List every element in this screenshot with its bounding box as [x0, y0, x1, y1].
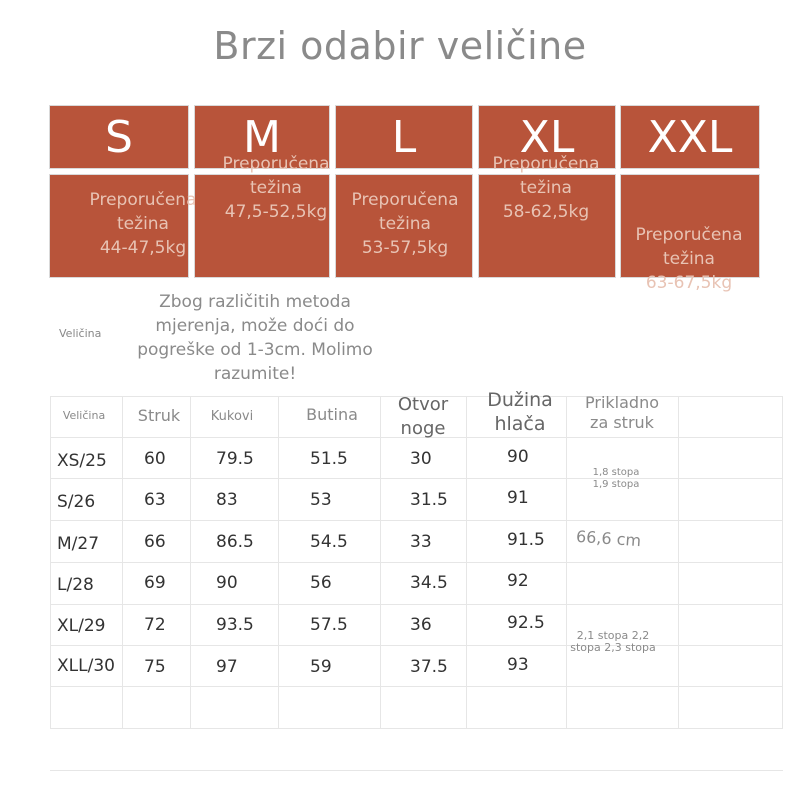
- weight-line: 44-47,5kg: [99, 238, 187, 258]
- grid-line: [50, 645, 783, 646]
- header-duzina-hlaca: [480, 388, 560, 436]
- size-label: S: [105, 111, 133, 163]
- weight-line: Preporučena: [351, 190, 459, 210]
- cell-struk: 63: [144, 490, 166, 510]
- cell-duzina: 92.5: [507, 613, 545, 633]
- grid-line: [466, 396, 467, 728]
- header-line: Otvor: [397, 394, 449, 415]
- header-butina: Butina: [306, 405, 358, 424]
- size-label: XL: [519, 111, 575, 163]
- cell-otvor: 31.5: [410, 490, 448, 510]
- size-label-small: Veličina: [59, 327, 102, 340]
- grid-line: [50, 686, 783, 687]
- note-line: 1,9 stopa: [592, 479, 640, 490]
- cell-butina: 59: [310, 657, 332, 677]
- size-label: XXL: [647, 111, 733, 163]
- header-kukovi: Kukovi: [210, 409, 254, 424]
- cell-size: L/28: [57, 575, 94, 595]
- weight-line: Preporučena: [492, 154, 600, 174]
- header-prikladno: [574, 393, 670, 433]
- grid-line: [50, 520, 783, 521]
- grid-line: [50, 562, 783, 563]
- header-line: hlača: [494, 413, 546, 435]
- header-line: noge: [400, 418, 446, 439]
- note-line: stopa 2,3 stopa: [570, 641, 656, 654]
- measurement-note: Zbog različitih metoda mjerenja, može doći do pogreške od 1-3cm. Molimo razumite!: [137, 292, 373, 384]
- cell-kukovi: 93.5: [216, 615, 254, 635]
- waist-note-a: [580, 467, 652, 491]
- cell-otvor: 34.5: [410, 573, 448, 593]
- cell-kukovi: 90: [216, 573, 238, 593]
- cell-butina: 54.5: [310, 532, 348, 552]
- cell-size: XL/29: [57, 616, 106, 636]
- size-label: L: [391, 111, 417, 163]
- header-otvor-noge: [384, 393, 462, 441]
- weight-line: 63-67,5kg: [645, 273, 733, 293]
- header-struk: Struk: [137, 406, 181, 425]
- waist-note-b: [563, 630, 663, 654]
- weight-text-l: [335, 188, 475, 260]
- weight-line: težina: [117, 214, 169, 234]
- cell-otvor: 30: [410, 449, 432, 469]
- cell-struk: 66: [144, 532, 166, 552]
- weight-text-s: [73, 188, 213, 260]
- cell-butina: 51.5: [310, 449, 348, 469]
- page-title: Brzi odabir veličine: [213, 24, 587, 68]
- cell-size: XS/25: [57, 451, 107, 471]
- grid-line: [380, 396, 381, 728]
- cell-kukovi: 86.5: [216, 532, 254, 552]
- weight-line: težina: [663, 249, 715, 269]
- cell-duzina: 91.5: [507, 530, 545, 550]
- weight-line: Preporučena: [635, 225, 743, 245]
- cell-butina: 57.5: [310, 615, 348, 635]
- cell-struk: 75: [144, 657, 166, 677]
- weight-line: težina: [250, 178, 302, 198]
- note-line: 1,8 stopa: [592, 467, 640, 478]
- size-box-s: [49, 105, 189, 169]
- header-line: Dužina: [487, 389, 553, 411]
- waist-note-cm: 66,6 cm: [575, 526, 642, 551]
- grid-line: [50, 728, 783, 729]
- size-label: M: [243, 111, 281, 163]
- grid-line: [122, 396, 123, 728]
- cell-otvor: 33: [410, 532, 432, 552]
- size-box-l: [335, 105, 473, 169]
- cell-kukovi: 83: [216, 490, 238, 510]
- weight-line: Preporučena: [89, 190, 197, 210]
- cell-duzina: 93: [507, 655, 529, 675]
- cell-duzina: 90: [507, 447, 529, 467]
- cell-size: XLL/30: [57, 656, 115, 676]
- grid-line: [50, 770, 783, 771]
- cell-struk: 69: [144, 573, 166, 593]
- cell-struk: 72: [144, 615, 166, 635]
- weight-line: Preporučena: [222, 154, 330, 174]
- weight-text-m: [206, 152, 346, 224]
- weight-line: 47,5-52,5kg: [224, 202, 328, 222]
- grid-line: [678, 396, 679, 728]
- cell-kukovi: 97: [216, 657, 238, 677]
- cell-otvor: 36: [410, 615, 432, 635]
- cell-duzina: 91: [507, 488, 529, 508]
- weight-text-xxl: [619, 223, 759, 295]
- weight-line: težina: [379, 214, 431, 234]
- cell-butina: 53: [310, 490, 332, 510]
- weight-line: 58-62,5kg: [502, 202, 590, 222]
- cell-struk: 60: [144, 449, 166, 469]
- weight-line: težina: [520, 178, 572, 198]
- note-line: 2,1 stopa 2,2: [576, 629, 650, 642]
- header-line: za struk: [590, 413, 654, 432]
- cell-kukovi: 79.5: [216, 449, 254, 469]
- header-line: Prikladno: [585, 393, 659, 412]
- cell-butina: 56: [310, 573, 332, 593]
- cell-size: S/26: [57, 492, 96, 512]
- cell-size: M/27: [57, 534, 100, 554]
- weight-text-xl: [476, 152, 616, 224]
- grid-line: [566, 396, 567, 728]
- cell-otvor: 37.5: [410, 657, 448, 677]
- grid-line: [278, 396, 279, 728]
- grid-line: [50, 478, 783, 479]
- size-box-xxl: [620, 105, 760, 169]
- grid-line: [190, 396, 191, 728]
- grid-line: [50, 604, 783, 605]
- weight-line: 53-57,5kg: [361, 238, 449, 258]
- grid-line: [50, 396, 51, 728]
- cell-duzina: 92: [507, 571, 529, 591]
- grid-line: [782, 396, 783, 728]
- header-velicina: Veličina: [62, 409, 106, 422]
